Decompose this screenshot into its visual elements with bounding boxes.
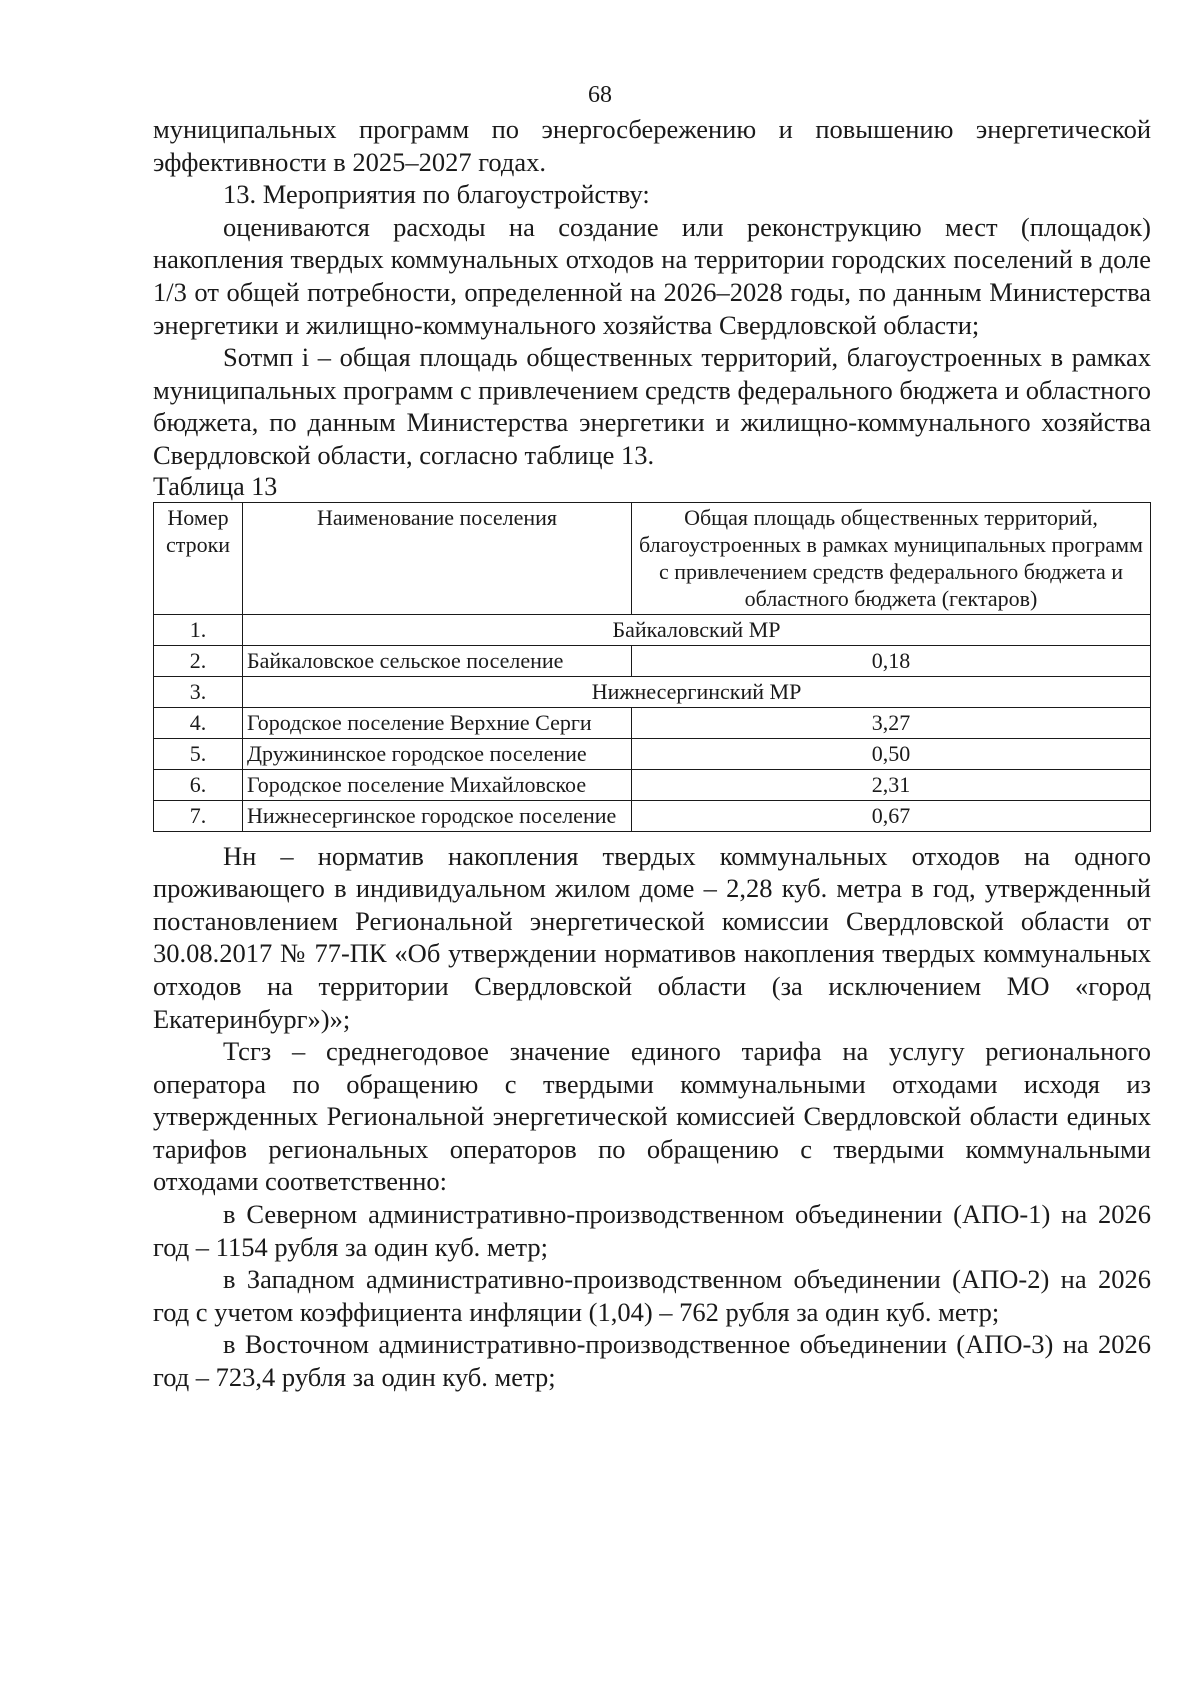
- row-number: 1.: [154, 614, 243, 645]
- text-after-table: [153, 840, 1151, 1394]
- area-value: 0,67: [632, 800, 1151, 831]
- area-value: 0,18: [632, 645, 1151, 676]
- paragraph: в Западном административно-производственном объединении (АПО-2) на 2026 год с учетом коэффициента инфляции (1,04) – 762 рубля за один куб. метр;: [153, 1264, 1151, 1327]
- paragraph: 13. Мероприятия по благоустройству:: [223, 179, 650, 210]
- paragraph: Тсгз – среднегодовое значение единого тарифа на услугу регионального оператора по обращению с твердыми коммунальными отходами исходя из утвержденных Региональной энергетической комиссией Свердловской области единых тарифов региональных операторов по обращению с твердыми коммунальными отходами соответственно:: [153, 1036, 1151, 1197]
- table-row: [154, 614, 1151, 645]
- settlement-name: Городское поселение Михайловское: [243, 769, 632, 800]
- table-row: [154, 738, 1151, 769]
- area-value: 0,50: [632, 738, 1151, 769]
- header-row-number: Номер строки: [154, 502, 243, 614]
- header-area: Общая площадь общественных территорий, благоустроенных в рамках муниципальных программ с привлечением средств федерального бюджета и областного бюджета (гектаров): [632, 502, 1151, 614]
- district-name: Нижнесергинский МР: [243, 676, 1151, 707]
- paragraph: в Восточном административно-производственное объединении (АПО-3) на 2026 год – 723,4 рубля за один куб. метр;: [153, 1329, 1151, 1393]
- paragraph: в Северном административно-производственном объединении (АПО-1) на 2026 год – 1154 рубля за один куб. метр;: [153, 1199, 1151, 1262]
- table-header-row: [154, 502, 1151, 614]
- paragraph: Sотмп i – общая площадь общественных территорий, благоустроенных в рамках муниципальных программ с привлечением средств федерального бюджета и областного бюджета, по данным Министерства энергетики и жилищно-коммунального хозяйства Свердловской области, согласно таблице 13.: [153, 342, 1151, 470]
- table-row: [154, 800, 1151, 831]
- paragraph: оцениваются расходы на создание или реконструкцию мест (площадок) накопления твердых коммунальных отходов на территории городских поселений в доле 1/3 от общей потребности, определенной на 2026–2028 годы, по данным Министерства энергетики и жилищно-коммунального хозяйства Свердловской области;: [153, 211, 1151, 340]
- row-number: 6.: [154, 769, 243, 800]
- header-settlement-name: Наименование поселения: [243, 502, 632, 614]
- page-number: 68: [588, 82, 612, 108]
- row-number: 5.: [154, 738, 243, 769]
- document-body: [153, 113, 1151, 1394]
- row-number: 2.: [154, 645, 243, 676]
- area-value: 2,31: [632, 769, 1151, 800]
- table-row: [154, 769, 1151, 800]
- settlement-name: Дружининское городское поселение: [243, 738, 632, 769]
- row-number: 3.: [154, 676, 243, 707]
- paragraph: Нн – норматив накопления твердых коммунальных отходов на одного проживающего в индивидуальном жилом доме – 2,28 куб. метра в год, утвержденный постановлением Региональной энергетической комиссии Свердловской области от 30.08.2017 № 77-ПК «Об утверждении нормативов накопления твердых коммунальных отходов на территории Свердловской области (за исключением МО «город Екатеринбург»)»;: [153, 840, 1151, 1034]
- settlements-table: [153, 502, 1151, 832]
- settlement-name: Байкаловское сельское поселение: [243, 645, 632, 676]
- row-number: 4.: [154, 707, 243, 738]
- row-number: 7.: [154, 800, 243, 831]
- district-name: Байкаловский МР: [243, 614, 1151, 645]
- settlement-name: Городское поселение Верхние Серги: [243, 707, 632, 738]
- table-row: [154, 707, 1151, 738]
- table-caption: Таблица 13: [153, 471, 278, 501]
- paragraph: муниципальных программ по энергосбережению и повышению энергетической эффективности в 2025–2027 годах.: [153, 114, 1151, 177]
- settlement-name: Нижнесергинское городское поселение: [243, 800, 632, 831]
- area-value: 3,27: [632, 707, 1151, 738]
- table-row: [154, 645, 1151, 676]
- table-row: [154, 676, 1151, 707]
